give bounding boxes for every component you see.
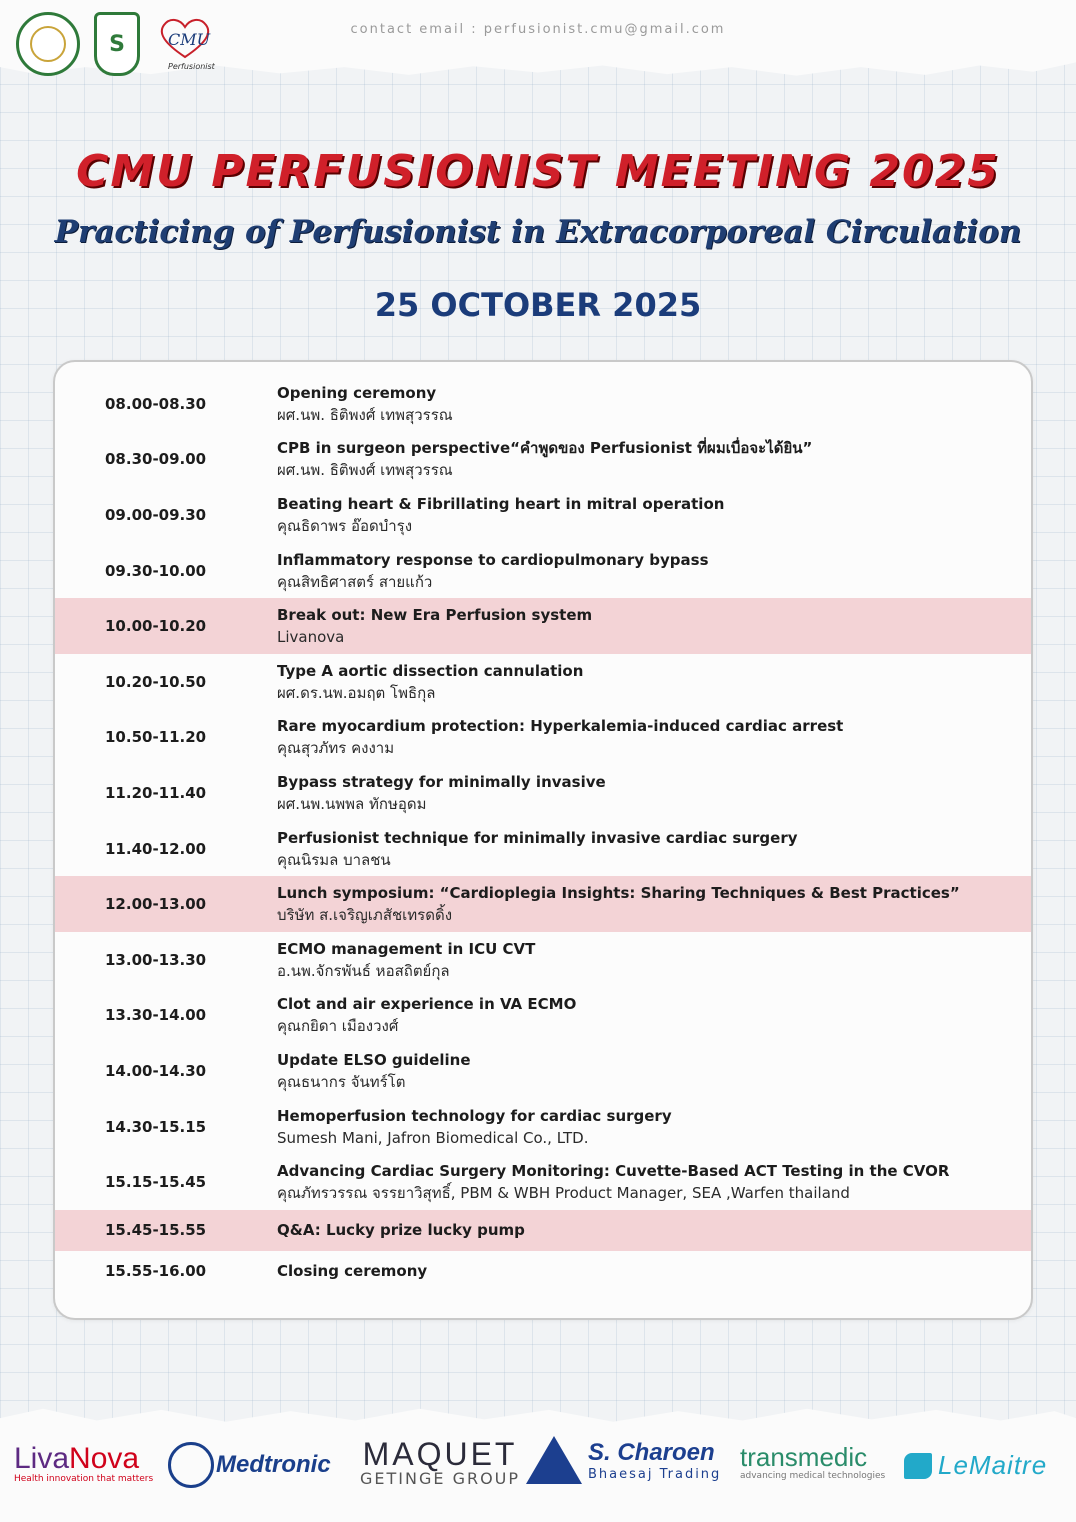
- schedule-row: [55, 487, 1031, 543]
- session-time: 14.30-15.15: [105, 1117, 207, 1136]
- session-info: [277, 549, 709, 593]
- schedule-row-highlight: [55, 876, 1031, 932]
- session-speaker: คุณธนากร จันทร์โต: [277, 1072, 406, 1091]
- livanova-name-a: Liva: [14, 1442, 70, 1475]
- session-speaker: คุณนิรมล บาลชน: [277, 850, 391, 869]
- session-info: [277, 938, 535, 982]
- livanova-tagline: Health innovation that matters: [14, 1474, 154, 1484]
- session-time: 08.00-08.30: [105, 394, 207, 413]
- transmedic-tagline: advancing medical technologies: [740, 1471, 886, 1481]
- schedule-row: [55, 1099, 1031, 1155]
- session-info: [277, 1260, 427, 1282]
- session-info: [277, 827, 798, 871]
- session-title: Rare myocardium protection: Hyperkalemia-induced cardiac arrest: [277, 717, 844, 736]
- schedule-row: [55, 432, 1031, 488]
- schedule-row: [55, 1251, 1031, 1292]
- session-time: 14.00-14.30: [105, 1061, 207, 1080]
- session-speaker: ผศ.ดร.นพ.อมฤต โพธิกุล: [277, 683, 436, 702]
- session-title: Perfusionist technique for minimally invasive cardiac surgery: [277, 828, 798, 847]
- session-title: Update ELSO guideline: [277, 1050, 471, 1069]
- maquet-logo: [360, 1436, 520, 1488]
- session-time: 11.20-11.40: [105, 783, 207, 802]
- session-title: CPB in surgeon perspective“คำพูดของ Perfusionist ที่ผมเบื่อจะได้ยิน”: [277, 439, 813, 458]
- lemaitre-name: LeMaitre: [938, 1450, 1048, 1480]
- session-title: Break out: New Era Perfusion system: [277, 606, 593, 625]
- session-speaker: ผศ.นพ. ธิติพงศ์ เทพสุวรรณ: [277, 405, 453, 424]
- session-title: Type A aortic dissection cannulation: [277, 661, 584, 680]
- schedule-row: [55, 765, 1031, 821]
- schedule-row: [55, 710, 1031, 766]
- session-info: [277, 660, 583, 704]
- schedule-card: [53, 360, 1033, 1320]
- s-charoen-logo: [526, 1436, 721, 1484]
- session-title: Clot and air experience in VA ECMO: [277, 995, 577, 1014]
- session-time: 08.30-09.00: [105, 450, 207, 469]
- session-title: Advancing Cardiac Surgery Monitoring: Cuvette-Based ACT Testing in the CVOR: [277, 1162, 950, 1181]
- schedule-row: [55, 988, 1031, 1044]
- session-speaker: ผศ.นพ.นพพล ทักษอุดม: [277, 794, 427, 813]
- medtronic-name: Medtronic: [216, 1451, 331, 1478]
- session-time: 10.20-10.50: [105, 672, 207, 691]
- transmedic-name: transmedic: [740, 1442, 868, 1472]
- schedule-row-highlight: [55, 1210, 1031, 1251]
- session-time: 10.00-10.20: [105, 617, 207, 636]
- schedule-list: [55, 376, 1031, 1292]
- session-title: Opening ceremony: [277, 383, 437, 402]
- session-time: 09.30-10.00: [105, 561, 207, 580]
- session-speaker: คุณกยิดา เมืองวงศ์: [277, 1017, 399, 1036]
- session-title: Beating heart & Fibrillating heart in mitral operation: [277, 494, 725, 513]
- session-speaker: ผศ.นพ. ธิติพงศ์ เทพสุวรรณ: [277, 461, 453, 480]
- maquet-subtitle: GETINGE GROUP: [360, 1469, 521, 1488]
- transmedic-logo: [740, 1442, 885, 1481]
- session-title: Inflammatory response to cardiopulmonary bypass: [277, 550, 709, 569]
- event-date: 25 OCTOBER 2025: [374, 286, 702, 324]
- s-charoen-triangle-icon: [526, 1436, 582, 1484]
- session-speaker: คุณธิดาพร อ๊อดบำรุง: [277, 516, 413, 535]
- schedule-row: [55, 932, 1031, 988]
- session-title: Hemoperfusion technology for cardiac surgery: [277, 1106, 672, 1125]
- medtronic-logo: [168, 1442, 331, 1488]
- session-info: [277, 993, 576, 1037]
- session-info: [277, 382, 453, 426]
- session-title: Q&A: Lucky prize lucky pump: [277, 1221, 525, 1240]
- s-charoen-name: S. Charoen: [588, 1438, 715, 1466]
- session-speaker: Livanova: [277, 628, 345, 647]
- session-speaker: คุณสิทธิศาสตร์ สายแก้ว: [277, 572, 433, 591]
- session-time: 11.40-12.00: [105, 839, 207, 858]
- session-time: 15.45-15.55: [105, 1221, 207, 1240]
- session-speaker: คุณสุวภัทร คงงาม: [277, 739, 395, 758]
- schedule-row: [55, 821, 1031, 877]
- lemaitre-mark-icon: [904, 1453, 932, 1479]
- session-info: [277, 604, 592, 648]
- medtronic-ring-icon: [168, 1442, 214, 1488]
- livanova-name-b: Nova: [69, 1442, 140, 1475]
- session-info: [277, 437, 812, 481]
- schedule-row: [55, 1043, 1031, 1099]
- session-info: [277, 493, 724, 537]
- s-charoen-subtitle: Bhaesaj Trading: [588, 1466, 722, 1482]
- session-speaker: คุณภัทรวรรณ จรรยาวิสุทธิ์, PBM & WBH Product Manager, SEA ,Warfen thailand: [277, 1184, 850, 1203]
- lemaitre-logo: [904, 1450, 1047, 1481]
- session-time: 15.15-15.45: [105, 1173, 207, 1192]
- schedule-row: [55, 1154, 1031, 1210]
- session-info: [277, 882, 960, 926]
- session-info: [277, 1160, 949, 1204]
- schedule-row: [55, 543, 1031, 599]
- livanova-logo: [14, 1442, 153, 1484]
- maquet-name: MAQUET: [362, 1436, 518, 1472]
- session-title: Closing ceremony: [277, 1262, 428, 1281]
- schedule-row-highlight: [55, 598, 1031, 654]
- session-speaker: Sumesh Mani, Jafron Biomedical Co., LTD.: [277, 1128, 589, 1147]
- session-info: [277, 1049, 471, 1093]
- sponsor-bar: [0, 1432, 1076, 1502]
- faculty-shield-logo: S: [94, 12, 140, 76]
- cmu-logo-caption: Perfusionist: [168, 62, 215, 71]
- session-title: Bypass strategy for minimally invasive: [277, 772, 606, 791]
- session-time: 09.00-09.30: [105, 505, 207, 524]
- session-speaker: อ.นพ.จักรพันธ์ หอสถิตย์กุล: [277, 961, 450, 980]
- svg-text:CMU: CMU: [168, 30, 211, 49]
- page-title: CMU PERFUSIONIST MEETING 2025: [76, 146, 1000, 197]
- session-info: [277, 1219, 525, 1241]
- page-subtitle: Practicing of Perfusionist in Extracorporeal Circulation: [54, 214, 1022, 250]
- session-title: Lunch symposium: “Cardioplegia Insights: Sharing Techniques & Best Practices”: [277, 884, 960, 903]
- schedule-row: [55, 654, 1031, 710]
- session-time: 13.30-14.00: [105, 1006, 207, 1025]
- session-time: 12.00-13.00: [105, 895, 207, 914]
- schedule-row: [55, 376, 1031, 432]
- session-info: [277, 1105, 672, 1149]
- session-time: 15.55-16.00: [105, 1262, 207, 1281]
- session-info: [277, 715, 843, 759]
- session-time: 13.00-13.30: [105, 950, 207, 969]
- session-title: ECMO management in ICU CVT: [277, 939, 536, 958]
- session-time: 10.50-11.20: [105, 728, 207, 747]
- contact-email: contact email : perfusionist.cmu@gmail.com: [350, 22, 726, 37]
- session-speaker: บริษัท ส.เจริญเภสัชเทรดดิ้ง: [277, 906, 453, 925]
- session-info: [277, 771, 606, 815]
